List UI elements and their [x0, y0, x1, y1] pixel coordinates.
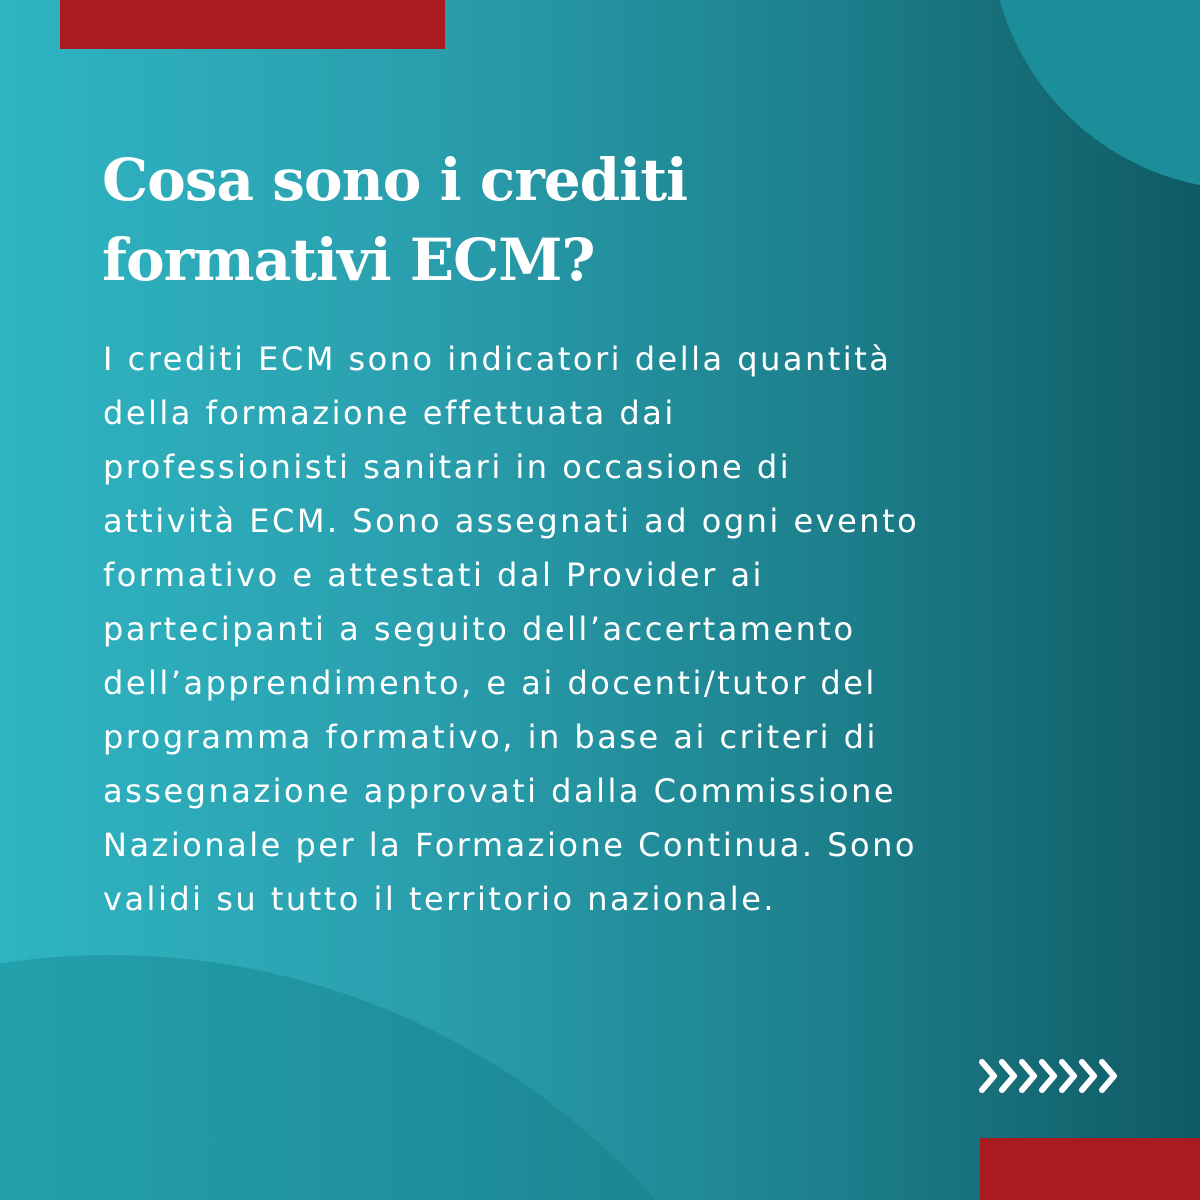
- decorative-circle-top-right: [990, 0, 1200, 190]
- accent-bar-bottom: [980, 1138, 1200, 1200]
- page-title: Cosa sono i crediti formativi ECM?: [102, 146, 688, 294]
- accent-bar-top: [60, 0, 445, 49]
- chevron-stroke: [1022, 1062, 1034, 1090]
- chevron-stroke: [1062, 1062, 1074, 1090]
- chevron-stroke: [1002, 1062, 1014, 1090]
- chevron-stroke: [1042, 1062, 1054, 1090]
- chevrons-right-icon[interactable]: [976, 1056, 1136, 1096]
- chevron-stroke: [982, 1062, 994, 1090]
- decorative-circle-bottom-left: [0, 955, 840, 1200]
- chevron-stroke: [1102, 1062, 1114, 1090]
- chevron-stroke: [1082, 1062, 1094, 1090]
- body-text: I crediti ECM sono indicatori della quantità della formazione effettuata dai professionisti sanitari in occasione di attività ECM. Sono assegnati ad ogni evento formativo e attestati dal Provider ai partecipanti a seguito dell’accertamento dell’apprendimento, e ai docenti/tutor del programma formativo, in base ai criteri di assegnazione approvati dalla Commissione Nazionale per la Formazione Continua. Sono validi su tutto il territorio nazionale.: [103, 340, 920, 918]
